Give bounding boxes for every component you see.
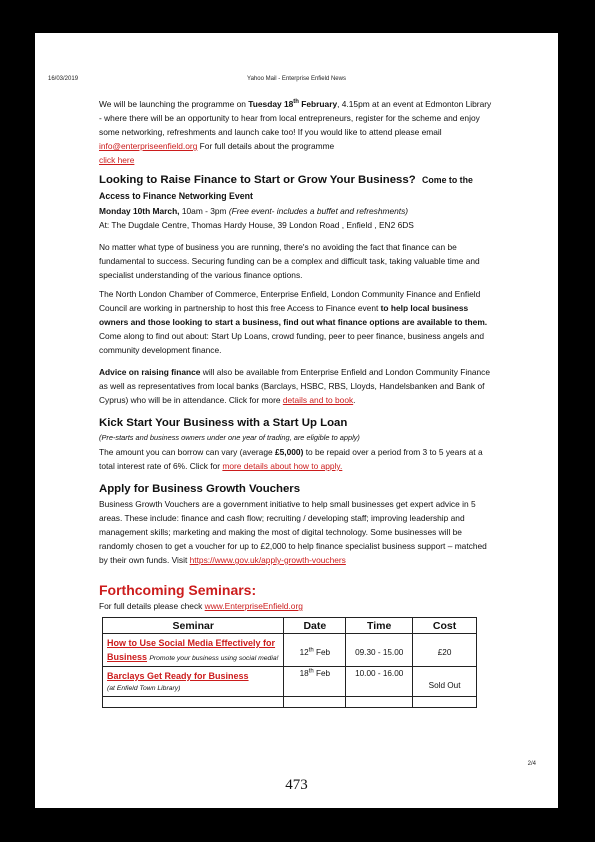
- cost-cell: £20: [413, 634, 477, 667]
- finance-heading: Looking to Raise Finance to Start or Grow Your Business? Come to the Access to Finance Networking Event: [99, 174, 473, 201]
- loan-eligibility-note: (Pre-starts and business owners under one year of trading, are eligible to apply): [99, 433, 360, 442]
- seminars-intro: For full details please check www.EnterpriseEnfield.org: [99, 601, 303, 611]
- seminar-note: Promote your business using social media!: [149, 655, 279, 662]
- finance-paragraph-2: The North London Chamber of Commerce, Enterprise Enfield, London Community Finance and Enfield Council are working in partnership to host this free Access to Finance event to help local business owners and those looking to start a business, find out what finance options are available to them. Come along to find out about: Start Up Loans, crowd funding, peer to peer finance, business angels and community development finance.: [99, 289, 488, 355]
- seminars-table: [102, 617, 477, 708]
- time-cell: 09.30 - 15.00: [346, 634, 413, 667]
- table-header-row: [103, 618, 477, 634]
- date-cell: 18th Feb: [284, 667, 346, 697]
- click-here-link[interactable]: click here: [99, 155, 135, 165]
- date-cell: 12th Feb: [284, 634, 346, 667]
- vouchers-paragraph: Business Growth Vouchers are a government initiative to help small businesses get expert advice in 5 areas. These include: finance and cash flow; recruiting / developing staff; improving leadership and management skills; marketing and making the most of digital technology. Some businesses will be randomly chosen to get a voucher for up to £2,000 to help finance specialist business support – matched by their own funds. Visit https://www.gov.uk/apply-growth-vouchers: [99, 499, 487, 565]
- col-cost: Cost: [413, 618, 477, 634]
- seminar-cell: [103, 634, 284, 667]
- footer-page-number: 473: [285, 777, 308, 793]
- loan-paragraph: The amount you can borrow can vary (average £5,000) to be repaid over a period from 3 to 5 years at a total interest rate of 6%. Click for more details about how to apply.: [99, 447, 483, 471]
- loan-details-link[interactable]: more details about how to apply.: [222, 461, 343, 471]
- intro-paragraph: We will be launching the programme on Tuesday 18th February, 4.15pm at an event at Edmonton Library - where there will be an opportunity to hear from local entrepreneurs, register for the scheme and enjoy some networking, refreshments and launch cake too! If you would like to attend please email info@enterpriseenfield.org For full details about the programme click here: [99, 99, 492, 165]
- col-time: Time: [346, 618, 413, 634]
- enterprise-enfield-link[interactable]: www.EnterpriseEnfield.org: [204, 601, 303, 611]
- page-indicator: 2/4: [527, 761, 536, 767]
- finance-paragraph-1: No matter what type of business you are running, there's no avoiding the fact that finance can be fundamental to success. Securing funding can be a complex and difficult task, taking valuable time and specialist understanding of the various finance options.: [99, 242, 480, 280]
- email-link[interactable]: info@enterpriseenfield.org: [99, 141, 198, 151]
- col-seminar: Seminar: [103, 618, 284, 634]
- launch-date: Tuesday 18th February: [248, 99, 338, 109]
- finance-venue: At: The Dugdale Centre, Thomas Hardy House, 39 London Road , Enfield , EN2 6DS: [99, 220, 414, 230]
- seminar-title-link[interactable]: How to Use Social Media Effectively for Business: [107, 638, 276, 662]
- finance-paragraph-3: Advice on raising finance will also be available from Enterprise Enfield and London Community Finance as well as representatives from local banks (Barclays, HSBC, RBS, Lloyds, Handelsbanken and Bank of Cyprus) who will be in attendance. Click for more details and to book.: [99, 367, 491, 405]
- table-row: [103, 697, 477, 708]
- seminar-title-link[interactable]: Barclays Get Ready for Business: [107, 671, 249, 681]
- details-book-link[interactable]: details and to book: [282, 395, 354, 405]
- col-date: Date: [284, 618, 346, 634]
- seminars-title: Forthcoming Seminars:: [99, 582, 257, 598]
- finance-subheading: Come to the Access to Finance Networking Event: [99, 175, 473, 201]
- vouchers-heading: Apply for Business Growth Vouchers: [99, 483, 301, 495]
- loan-heading: Kick Start Your Business with a Start Up Loan: [99, 417, 348, 429]
- finance-when: Monday 10th March, 10am - 3pm (Free event- includes a buffet and refreshments): [99, 206, 409, 216]
- growth-vouchers-link[interactable]: https://www.gov.uk/apply-growth-vouchers: [189, 555, 346, 565]
- table-row: [103, 634, 477, 667]
- print-header-title: Yahoo Mail - Enterprise Enfield News: [247, 76, 346, 82]
- seminar-note: (at Enfield Town Library): [107, 685, 181, 692]
- seminar-cell: [103, 667, 284, 697]
- cost-cell: Sold Out: [413, 667, 477, 697]
- document-page: [35, 33, 558, 808]
- table-row: [103, 667, 477, 697]
- print-date: 16/03/2019: [48, 76, 79, 82]
- email-body: [99, 97, 494, 708]
- time-cell: 10.00 - 16.00: [346, 667, 413, 697]
